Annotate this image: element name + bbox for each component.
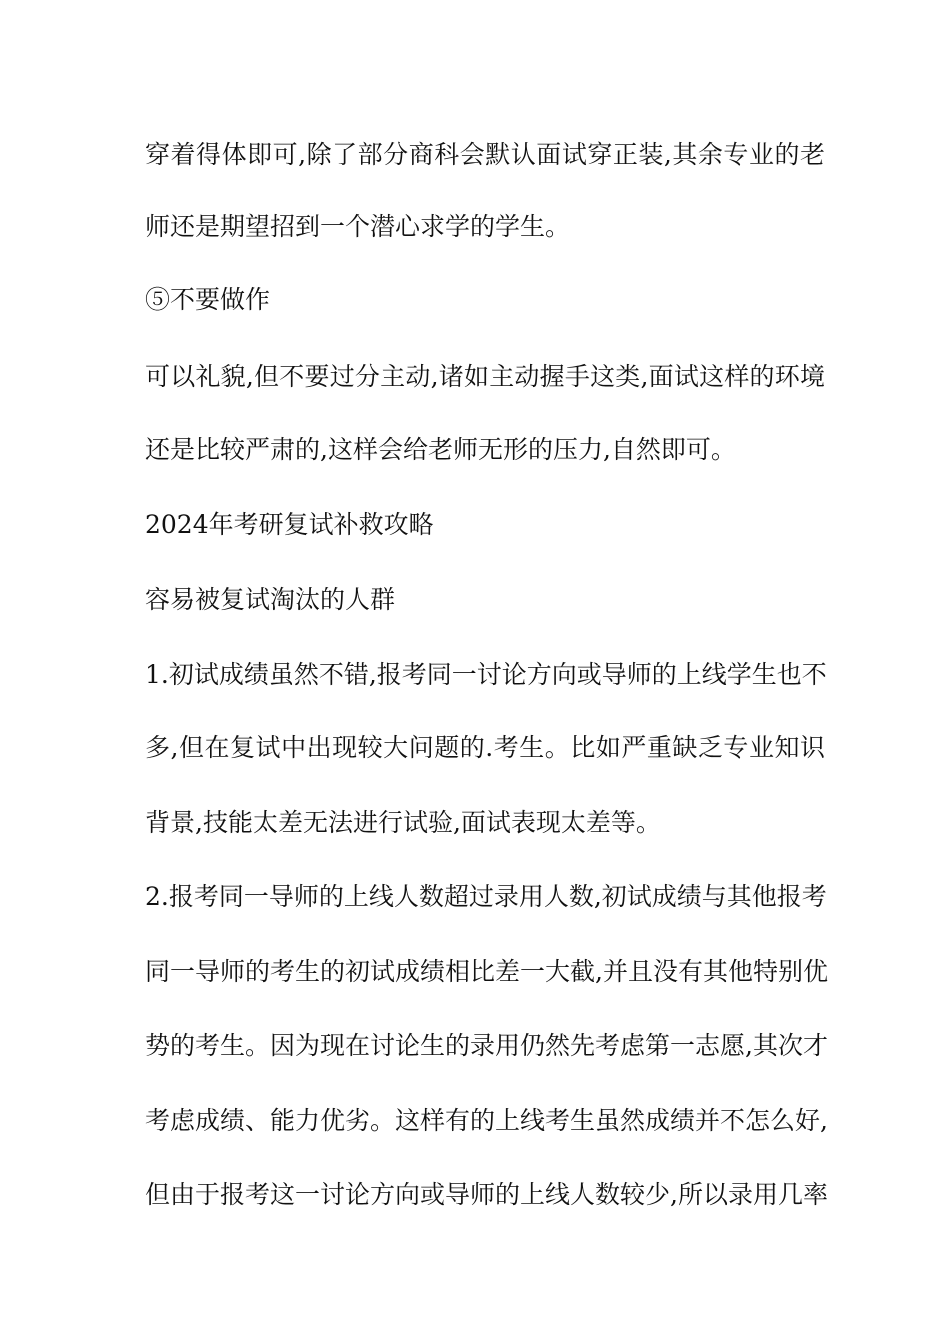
section-heading: 容易被复试淘汰的人群 [145, 585, 396, 614]
section-heading: ⑤不要做作 [145, 285, 271, 314]
body-text-line: 还是比较严肃的,这样会给老师无形的压力,自然即可。 [145, 435, 736, 464]
body-text-line: 但由于报考这一讨论方向或导师的上线人数较少,所以录用几率 [145, 1180, 828, 1209]
body-text-line: 可以礼貌,但不要过分主动,诸如主动握手这类,面试这样的环境 [145, 362, 825, 391]
body-text-line: 师还是期望招到一个潜心求学的学生。 [145, 212, 571, 241]
body-text-line: 1.初试成绩虽然不错,报考同一讨论方向或导师的上线学生也不 [145, 660, 827, 689]
body-text-line: 势的考生。因为现在讨论生的录用仍然先考虑第一志愿,其次才 [145, 1031, 828, 1060]
body-text-line: 同一导师的考生的初试成绩相比差一大截,并且没有其他特别优 [145, 957, 828, 986]
body-text-line: 2.报考同一导师的上线人数超过录用人数,初试成绩与其他报考 [145, 882, 827, 911]
body-text-line: 考虑成绩、能力优劣。这样有的上线考生虽然成绩并不怎么好, [145, 1106, 828, 1135]
body-text-line: 多,但在复试中出现较大问题的.考生。比如严重缺乏专业知识 [145, 733, 825, 762]
body-text-line: 背景,技能太差无法进行试验,面试表现太差等。 [145, 808, 661, 837]
body-text-line: 穿着得体即可,除了部分商科会默认面试穿正装,其余专业的老 [145, 140, 825, 169]
section-heading: 2024年考研复试补救攻略 [145, 510, 434, 539]
